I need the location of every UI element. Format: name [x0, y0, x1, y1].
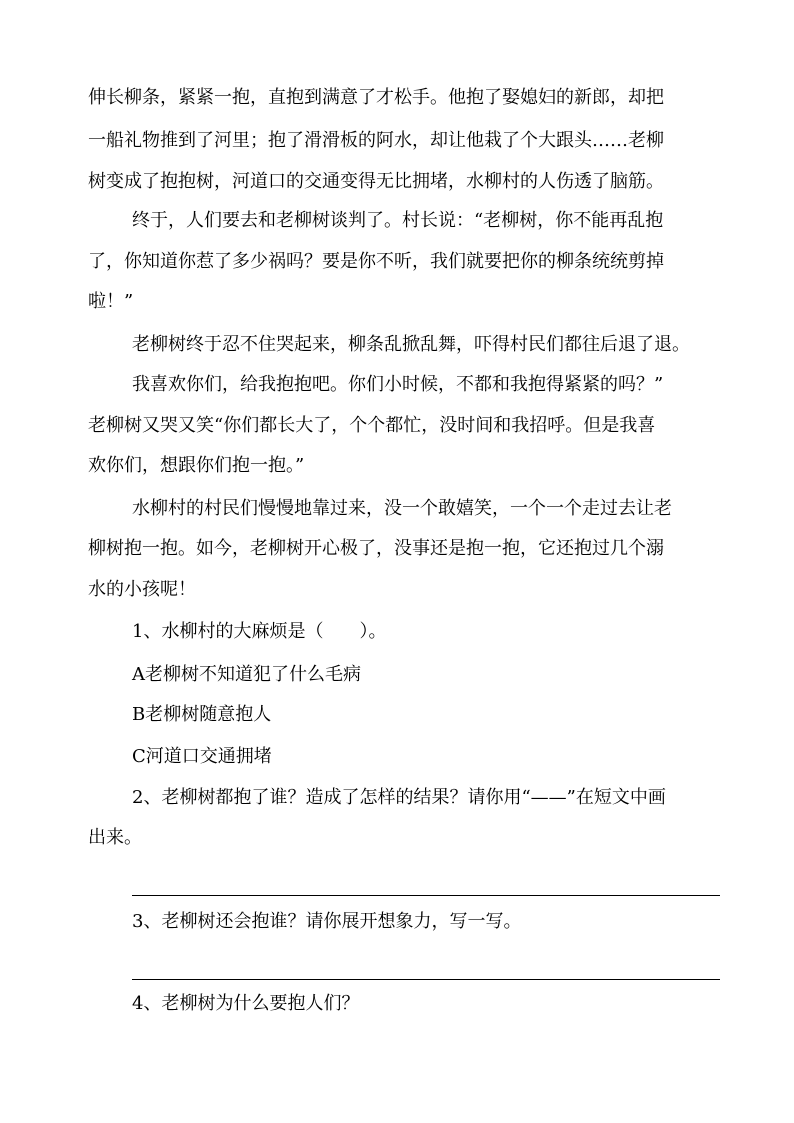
- question-3: 3、老柳树还会抱谁？请你展开想象力，写一写。: [132, 911, 522, 932]
- paragraph-line: 水的小孩呢！: [88, 579, 196, 600]
- paragraph-line: 了，你知道你惹了多少祸吗？要是你不听，我们就要把你的柳条统统剪掉: [88, 251, 664, 272]
- question-1: 1、水柳村的大麻烦是（ ）。: [132, 621, 387, 642]
- paragraph-line: 终于，人们要去和老柳树谈判了。村长说：“老柳树，你不能再乱抱: [132, 210, 664, 231]
- paragraph-line: 柳树抱一抱。如今，老柳树开心极了，没事还是抱一抱，它还抱过几个溺: [88, 538, 664, 559]
- paragraph-line: 一船礼物推到了河里；抱了滑滑板的阿水，却让他栽了个大跟头……老柳: [88, 130, 664, 151]
- option-c: C河道口交通拥堵: [132, 746, 272, 767]
- option-a: A老柳树不知道犯了什么毛病: [132, 664, 361, 685]
- answer-line[interactable]: [132, 895, 720, 896]
- paragraph-line: 我喜欢你们，给我抱抱吧。你们小时候，不都和我抱得紧紧的吗？”: [132, 374, 664, 395]
- paragraph-line: 老柳树终于忍不住哭起来，柳条乱掀乱舞，吓得村民们都往后退了退。: [132, 334, 690, 355]
- paragraph-line: 水柳村的村民们慢慢地靠过来，没一个敢嬉笑，一个一个走过去让老: [132, 498, 672, 519]
- question-4: 4、老柳树为什么要抱人们？: [132, 993, 360, 1014]
- option-b: B老柳树随意抱人: [132, 704, 272, 725]
- question-2-continued: 出来。: [88, 827, 142, 848]
- paragraph-line: 欢你们，想跟你们抱一抱。”: [88, 455, 305, 476]
- paragraph-line: 老柳树又哭又笑“你们都长大了，个个都忙，没时间和我招呼。但是我喜: [88, 415, 656, 436]
- paragraph-line: 啦！”: [88, 291, 134, 312]
- paragraph-line: 树变成了抱抱树，河道口的交通变得无比拥堵，水柳村的人伤透了脑筋。: [88, 171, 664, 192]
- answer-line[interactable]: [132, 979, 720, 980]
- question-2: 2、老柳树都抱了谁？造成了怎样的结果？请你用“——”在短文中画: [132, 787, 666, 808]
- paragraph-line: 伸长柳条，紧紧一抱，直抱到满意了才松手。他抱了娶媳妇的新郎，却把: [88, 87, 664, 108]
